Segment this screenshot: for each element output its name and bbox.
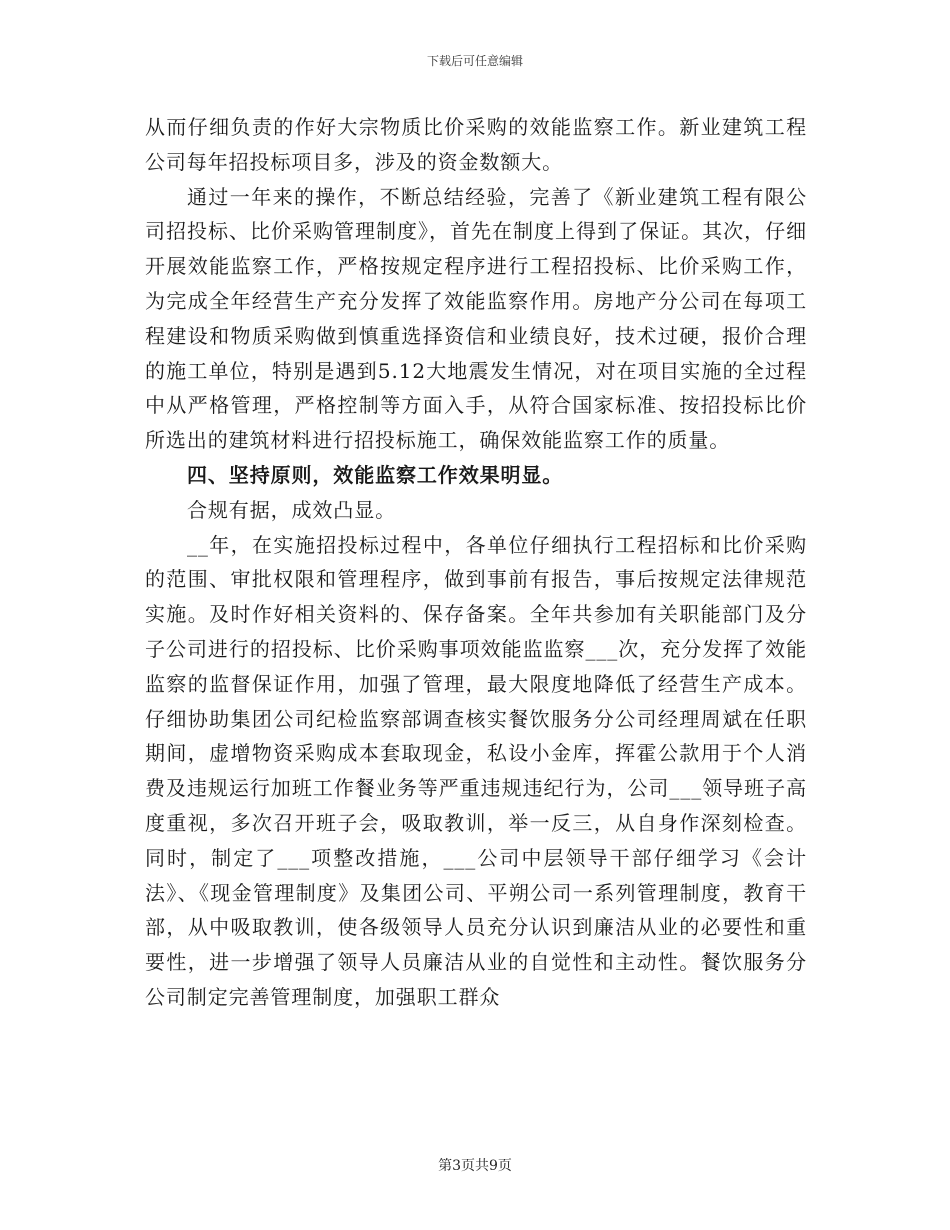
document-body <box>145 110 807 1015</box>
paragraph-continuation: 从而仔细负责的作好大宗物质比价采购的效能监察工作。新业建筑工程公司每年招投标项目多，涉及的资金数额大。 <box>145 115 807 174</box>
section-heading: 四、坚持原则，效能监察工作效果明显。 <box>187 462 564 487</box>
paragraph-procurement-management: 通过一年来的操作，不断总结经验，完善了《新业建筑工程有限公司招投标、比价采购管理制度》，首先在制度上得到了保证。其次，仔细开展效能监察工作，严格按规定程序进行工程招投标、比价采购工作，为完成全年经营生产充分发挥了效能监察作用。房地产分公司在每项工程建设和物质采购做到慎重选择资信和业绩良好，技术过硬，报价合理的施工单位，特别是遇到5.12大地震发生情况，对在项目实施的全过程中从严格管理，严格控制等方面入手，从符合国家标准、按招投标比价所选出的建筑材料进行招投标施工，确保效能监察工作的质量。 <box>145 184 807 453</box>
subheading-paragraph: 合规有据，成效凸显。 <box>187 497 396 522</box>
page-number: 第3页共9页 <box>438 1158 512 1174</box>
paragraph-bidding-results: __年，在实施招投标过程中，各单位仔细执行工程招标和比价采购的范围、审批权限和管理程序，做到事前有报告，事后按规定法律规范实施。及时作好相关资料的、保存备案。全年共参加有关职能部门及分子公司进行的招投标、比价采购事项效能监监察___次，充分发挥了效能监察的监督保证作用，加强了管理，最大限度地降低了经营生产成本。仔细协助集团公司纪检监察部调查核实餐饮服务分公司经理周斌在任职期间，虚增物资采购成本套取现金，私设小金库，挥霍公款用于个人消费及违规运行加班工作餐业务等严重违规违纪行为，公司___领导班子高度重视，多次召开班子会，吸取教训，举一反三，从自身作深刻检查。同时，制定了___项整改措施，___公司中层领导干部仔细学习《会计法》、《现金管理制度》及集团公司、平朔公司一系列管理制度，教育干部，从中吸取教训，使各级领导人员充分认识到廉洁从业的必要性和重要性，进一步增强了领导人员廉洁从业的自觉性和主动性。餐饮服务分公司制定完善管理制度，加强职工群众 <box>145 532 807 1009</box>
page-header: 下载后可任意编辑 <box>426 54 523 68</box>
